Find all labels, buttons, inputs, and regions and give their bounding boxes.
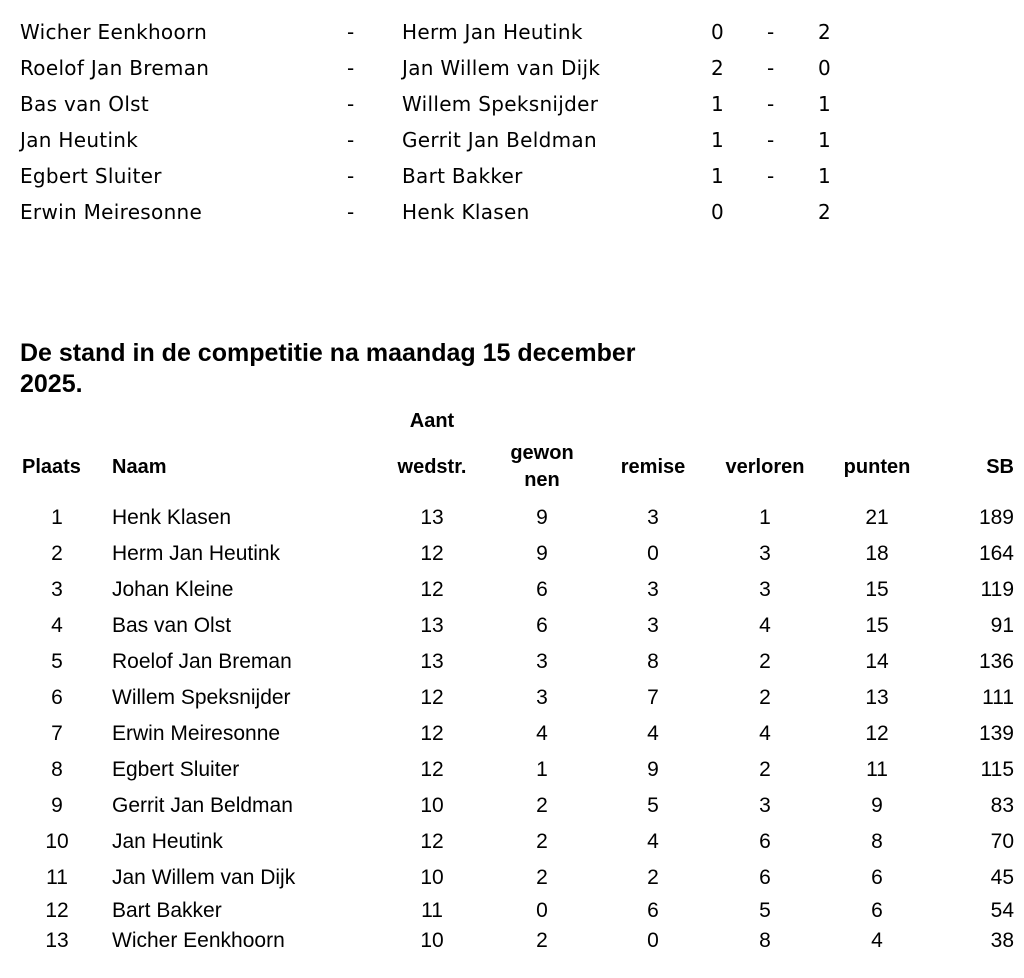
cell-remise: 3: [647, 578, 659, 601]
header-punten: punten: [843, 456, 911, 478]
cell-sb: 136: [978, 650, 1014, 673]
versus-dash: -: [347, 56, 355, 80]
versus-dash: -: [347, 128, 355, 152]
away-score: 1: [818, 164, 832, 188]
away-player: Herm Jan Heutink: [402, 20, 583, 44]
away-score: 0: [818, 56, 832, 80]
cell-plaats: 11: [46, 866, 68, 889]
home-score: 1: [711, 164, 725, 188]
cell-gewonnen: 9: [536, 542, 548, 565]
cell-sb: 83: [990, 794, 1014, 817]
table-row: [0, 686, 1024, 720]
cell-punten: 15: [865, 614, 889, 637]
cell-verloren: 1: [759, 506, 771, 529]
header-gewonnen-line1: gewon: [510, 442, 574, 464]
cell-wedstr: 10: [420, 866, 444, 889]
cell-punten: 13: [865, 686, 889, 709]
cell-punten: 11: [866, 758, 888, 781]
cell-naam: Johan Kleine: [112, 578, 234, 601]
result-row: [0, 128, 1024, 158]
cell-verloren: 4: [759, 722, 771, 745]
versus-dash: -: [347, 200, 355, 224]
cell-plaats: 8: [51, 758, 63, 781]
home-score: 0: [711, 20, 725, 44]
cell-remise: 8: [647, 650, 659, 673]
cell-naam: Bart Bakker: [112, 899, 222, 922]
cell-naam: Gerrit Jan Beldman: [112, 794, 293, 817]
cell-naam: Jan Willem van Dijk: [112, 866, 296, 889]
cell-punten: 6: [871, 866, 883, 889]
cell-punten: 8: [871, 830, 883, 853]
table-row: [0, 578, 1024, 612]
result-row: [0, 56, 1024, 86]
cell-gewonnen: 3: [536, 650, 548, 673]
standings-title: [20, 338, 780, 400]
cell-sb: 189: [978, 506, 1014, 529]
home-player: Erwin Meiresonne: [20, 200, 203, 224]
cell-naam: Erwin Meiresonne: [112, 722, 281, 745]
cell-wedstr: 12: [420, 830, 444, 853]
home-player: Egbert Sluiter: [20, 164, 162, 188]
cell-sb: 70: [990, 830, 1014, 853]
away-player: Willem Speksnijder: [402, 92, 599, 116]
cell-plaats: 6: [51, 686, 63, 709]
cell-remise: 2: [647, 866, 659, 889]
home-player: Bas van Olst: [20, 92, 150, 116]
header-plaats: Plaats: [22, 456, 81, 478]
cell-remise: 7: [647, 686, 659, 709]
cell-punten: 18: [865, 542, 889, 565]
cell-naam: Jan Heutink: [112, 830, 223, 853]
home-score: 1: [711, 128, 725, 152]
cell-plaats: 9: [51, 794, 63, 817]
score-dash: -: [767, 56, 775, 80]
cell-sb: 54: [990, 899, 1014, 922]
cell-plaats: 7: [51, 722, 63, 745]
header-wedstr-line1: Aant: [409, 410, 455, 432]
cell-remise: 3: [647, 614, 659, 637]
cell-verloren: 3: [759, 542, 771, 565]
cell-wedstr: 12: [420, 722, 444, 745]
versus-dash: -: [347, 92, 355, 116]
cell-gewonnen: 6: [536, 578, 548, 601]
cell-gewonnen: 2: [536, 830, 548, 853]
cell-wedstr: 12: [420, 578, 444, 601]
result-row: [0, 92, 1024, 122]
cell-verloren: 8: [759, 929, 771, 952]
table-row: [0, 899, 1024, 933]
header-remise: remise: [620, 456, 686, 478]
cell-sb: 111: [982, 686, 1014, 709]
cell-verloren: 5: [759, 899, 771, 922]
cell-plaats: 4: [51, 614, 63, 637]
cell-sb: 115: [980, 758, 1014, 781]
table-row: [0, 830, 1024, 864]
cell-verloren: 3: [759, 794, 771, 817]
cell-verloren: 3: [759, 578, 771, 601]
cell-gewonnen: 2: [536, 794, 548, 817]
score-dash: -: [767, 164, 775, 188]
away-score: 1: [818, 92, 832, 116]
result-row: [0, 20, 1024, 50]
cell-punten: 6: [871, 899, 883, 922]
table-row: [0, 758, 1024, 792]
standings-title-line2: 2025.: [20, 370, 83, 398]
cell-remise: 6: [647, 899, 659, 922]
away-player: Bart Bakker: [402, 164, 523, 188]
score-dash: -: [767, 20, 775, 44]
cell-punten: 4: [871, 929, 883, 952]
away-player: Henk Klasen: [402, 200, 530, 224]
cell-remise: 3: [647, 506, 659, 529]
cell-gewonnen: 2: [536, 929, 548, 952]
cell-naam: Roelof Jan Breman: [112, 650, 292, 673]
away-score: 2: [818, 20, 832, 44]
home-player: Roelof Jan Breman: [20, 56, 210, 80]
cell-plaats: 2: [51, 542, 63, 565]
cell-naam: Bas van Olst: [112, 614, 232, 637]
cell-plaats: 3: [51, 578, 63, 601]
away-player: Jan Willem van Dijk: [402, 56, 601, 80]
cell-gewonnen: 2: [536, 866, 548, 889]
table-row: [0, 506, 1024, 540]
score-dash: -: [767, 92, 775, 116]
cell-punten: 9: [871, 794, 883, 817]
cell-sb: 91: [990, 614, 1014, 637]
cell-punten: 14: [865, 650, 889, 673]
header-sb: SB: [986, 456, 1014, 478]
cell-verloren: 2: [759, 758, 771, 781]
cell-verloren: 6: [759, 830, 771, 853]
cell-plaats: 12: [45, 899, 69, 922]
table-row: [0, 794, 1024, 828]
cell-sb: 45: [990, 866, 1014, 889]
cell-plaats: 1: [51, 506, 63, 529]
cell-remise: 4: [647, 722, 659, 745]
home-score: 2: [711, 56, 725, 80]
cell-punten: 12: [865, 722, 889, 745]
cell-plaats: 10: [45, 830, 69, 853]
cell-punten: 15: [865, 578, 889, 601]
cell-remise: 5: [647, 794, 659, 817]
cell-plaats: 13: [45, 929, 69, 952]
header-verloren: verloren: [725, 456, 805, 478]
cell-naam: Egbert Sluiter: [112, 758, 240, 781]
cell-gewonnen: 6: [536, 614, 548, 637]
cell-wedstr: 12: [420, 758, 444, 781]
cell-verloren: 2: [759, 686, 771, 709]
cell-wedstr: 10: [420, 929, 444, 952]
table-row: [0, 722, 1024, 756]
home-player: Wicher Eenkhoorn: [20, 20, 208, 44]
cell-gewonnen: 3: [536, 686, 548, 709]
cell-gewonnen: 1: [536, 758, 548, 781]
cell-gewonnen: 9: [536, 506, 548, 529]
cell-verloren: 2: [759, 650, 771, 673]
table-row: [0, 650, 1024, 684]
standings-title-line1: De stand in de competitie na maandag 15 december: [20, 339, 636, 367]
away-score: 1: [818, 128, 832, 152]
cell-wedstr: 11: [421, 899, 443, 922]
home-score: 1: [711, 92, 725, 116]
cell-naam: Willem Speksnijder: [112, 686, 291, 709]
header-wedstr-line2: wedstr.: [397, 456, 467, 478]
versus-dash: -: [347, 20, 355, 44]
table-row: [0, 929, 1024, 963]
cell-sb: 119: [980, 578, 1014, 601]
cell-sb: 139: [978, 722, 1014, 745]
cell-naam: Herm Jan Heutink: [112, 542, 281, 565]
cell-plaats: 5: [51, 650, 63, 673]
cell-wedstr: 13: [420, 650, 444, 673]
cell-wedstr: 13: [420, 614, 444, 637]
cell-naam: Wicher Eenkhoorn: [112, 929, 285, 952]
cell-verloren: 6: [759, 866, 771, 889]
table-row: [0, 614, 1024, 648]
away-player: Gerrit Jan Beldman: [402, 128, 597, 152]
result-row: [0, 164, 1024, 194]
cell-verloren: 4: [759, 614, 771, 637]
home-player: Jan Heutink: [20, 128, 139, 152]
table-row: [0, 542, 1024, 576]
cell-remise: 4: [647, 830, 659, 853]
cell-wedstr: 10: [420, 794, 444, 817]
cell-remise: 0: [647, 542, 659, 565]
result-row: [0, 200, 1024, 230]
header-naam: Naam: [112, 456, 167, 478]
cell-gewonnen: 4: [536, 722, 548, 745]
cell-sb: 38: [990, 929, 1014, 952]
cell-remise: 9: [647, 758, 659, 781]
cell-wedstr: 13: [420, 506, 444, 529]
cell-sb: 164: [978, 542, 1014, 565]
cell-wedstr: 12: [420, 542, 444, 565]
table-row: [0, 866, 1024, 900]
home-score: 0: [711, 200, 725, 224]
cell-punten: 21: [865, 506, 889, 529]
versus-dash: -: [347, 164, 355, 188]
cell-gewonnen: 0: [536, 899, 548, 922]
cell-naam: Henk Klasen: [112, 506, 232, 529]
away-score: 2: [818, 200, 832, 224]
cell-wedstr: 12: [420, 686, 444, 709]
header-gewonnen-line2: nen: [524, 469, 560, 491]
score-dash: -: [767, 128, 775, 152]
cell-remise: 0: [647, 929, 659, 952]
